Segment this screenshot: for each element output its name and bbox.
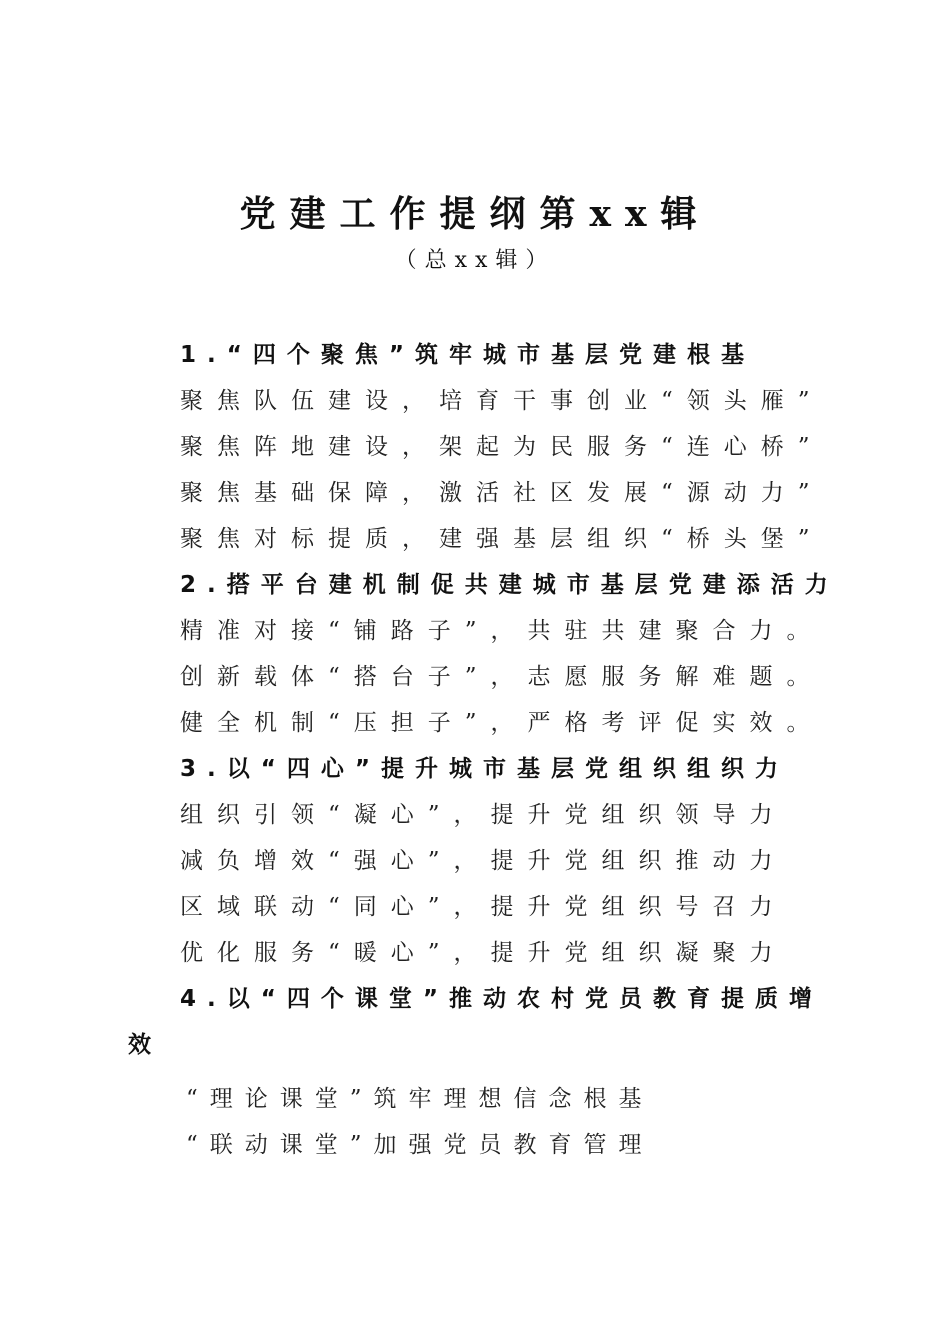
- section-3-item: 区域联动“同心”，提升党组织号召力: [180, 894, 787, 920]
- section-heading-3: 3.以“四心”提升城市基层党组织组织力: [180, 756, 789, 782]
- document-body: [128, 332, 838, 1168]
- section-2-item: 健全机制“压担子”，严格考评促实效。: [180, 710, 824, 736]
- section-spacer: [128, 1068, 838, 1076]
- section-2-item: 创新载体“搭台子”，志愿服务解难题。: [180, 664, 824, 690]
- section-1-item: 聚焦基础保障，激活社区发展“源动力”: [180, 480, 824, 506]
- document-title: 党建工作提纲第xx辑: [239, 193, 711, 235]
- section-3-item: 优化服务“暖心”，提升党组织凝聚力: [180, 940, 787, 966]
- section-1-item: 聚焦对标提质，建强基层组织“桥头堡”: [180, 526, 824, 552]
- section-4-item: “理论课堂”筑牢理想信念根基: [186, 1086, 654, 1112]
- section-heading-1: 1.“四个聚焦”筑牢城市基层党建根基: [180, 342, 755, 368]
- section-4-item: “联动课堂”加强党员教育管理: [186, 1132, 654, 1158]
- section-heading-2: 2.搭平台建机制促共建城市基层党建添活力: [180, 572, 839, 598]
- section-2-item: 精准对接“铺路子”，共驻共建聚合力。: [180, 618, 824, 644]
- section-3-item: 组织引领“凝心”，提升党组织领导力: [180, 802, 787, 828]
- section-1-item: 聚焦阵地建设，架起为民服务“连心桥”: [180, 434, 824, 460]
- section-heading-4: 4.以“四个课堂”推动农村党员教育提质增效: [128, 986, 823, 1058]
- section-1-item: 聚焦队伍建设，培育干事创业“领头雁”: [180, 388, 824, 414]
- section-3-item: 减负增效“强心”，提升党组织推动力: [180, 848, 787, 874]
- document-subtitle: （总xx辑）: [394, 248, 556, 273]
